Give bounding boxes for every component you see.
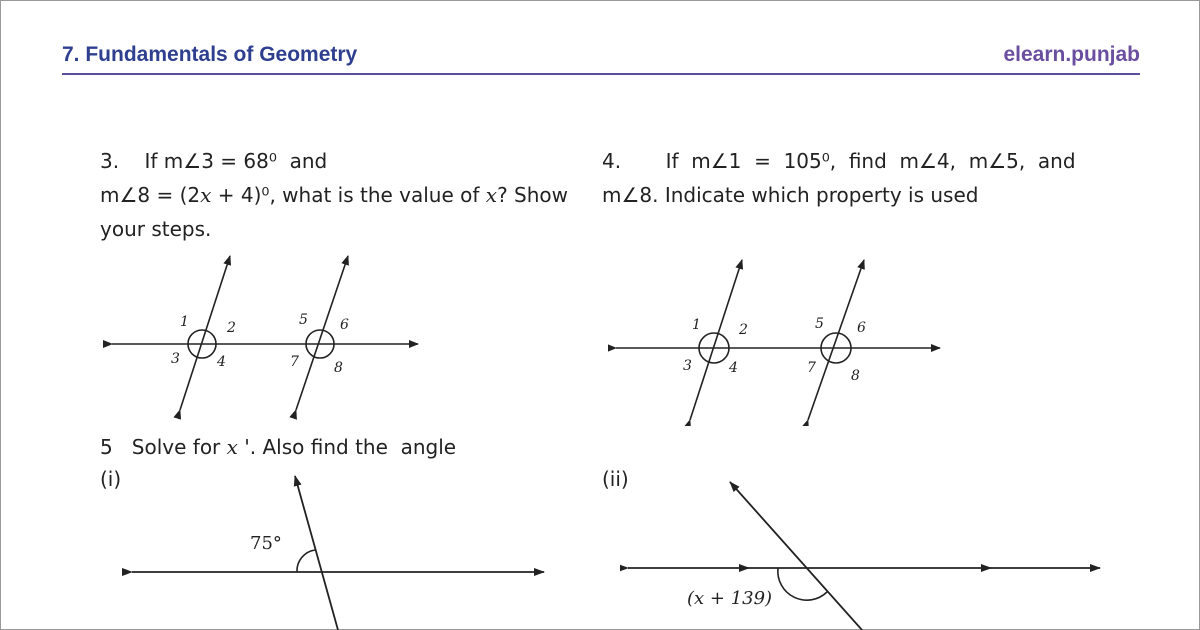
angle-label-4: 4 (729, 360, 738, 376)
angle-label-3: 3 (683, 358, 692, 374)
angle-label-1: 1 (180, 314, 189, 330)
part-ii-label: (ii) (602, 467, 629, 491)
figure-angle-i (120, 466, 560, 630)
question-4 (602, 144, 1102, 212)
question-3-line-2 (100, 178, 590, 212)
angle-label-8: 8 (334, 360, 343, 376)
question-5 (100, 430, 600, 464)
figure-parallel-lines-q4 (608, 254, 948, 426)
question-3-line-1: 3. If m∠3 = 68⁰ and (100, 149, 328, 173)
question-3-line-2-c: ? Show (497, 183, 568, 207)
question-3 (100, 144, 590, 246)
angle-label-4: 4 (217, 354, 226, 370)
variable-x: x (200, 183, 212, 207)
question-4-line-1: 4. If m∠1 = 105⁰, find m∠4, m∠5, and (602, 149, 1076, 173)
angle-label-6: 6 (857, 320, 866, 336)
question-5-text-a: 5 Solve for (100, 435, 227, 459)
figure-parallel-lines-q3 (100, 250, 430, 420)
angle-label-3: 3 (171, 351, 180, 367)
question-5-line-1 (100, 430, 600, 464)
variable-x: x (485, 183, 498, 207)
part-i-label: (i) (100, 467, 122, 491)
angle-75-label: 75° (250, 533, 282, 554)
angle-label-2: 2 (227, 320, 236, 336)
figure-angle-ii (620, 476, 1110, 630)
question-3-line-3: your steps. (100, 217, 212, 241)
angle-label-7: 7 (807, 360, 816, 376)
angle-label-6: 6 (340, 317, 349, 333)
question-3-line-2-a: m∠8 = (2 (100, 183, 201, 207)
chapter-title: 7. Fundamentals of Geometry (62, 43, 358, 66)
question-3-line-2-b: + 4)⁰, what is the value of (211, 183, 486, 207)
angle-label-5: 5 (815, 316, 824, 332)
site-name: elearn.punjab (1003, 43, 1140, 66)
question-5-text-b: '. Also find the angle (237, 435, 457, 459)
variable-x: x (226, 435, 238, 459)
angle-label-2: 2 (739, 322, 748, 338)
page-header (62, 43, 1140, 75)
question-4-line-2: m∠8. Indicate which property is used (602, 183, 979, 207)
angle-label-1: 1 (692, 317, 701, 333)
expression-x-plus-139: (x + 139) (687, 588, 773, 609)
angle-label-5: 5 (299, 312, 308, 328)
angle-label-7: 7 (290, 354, 299, 370)
angle-label-8: 8 (851, 368, 860, 384)
